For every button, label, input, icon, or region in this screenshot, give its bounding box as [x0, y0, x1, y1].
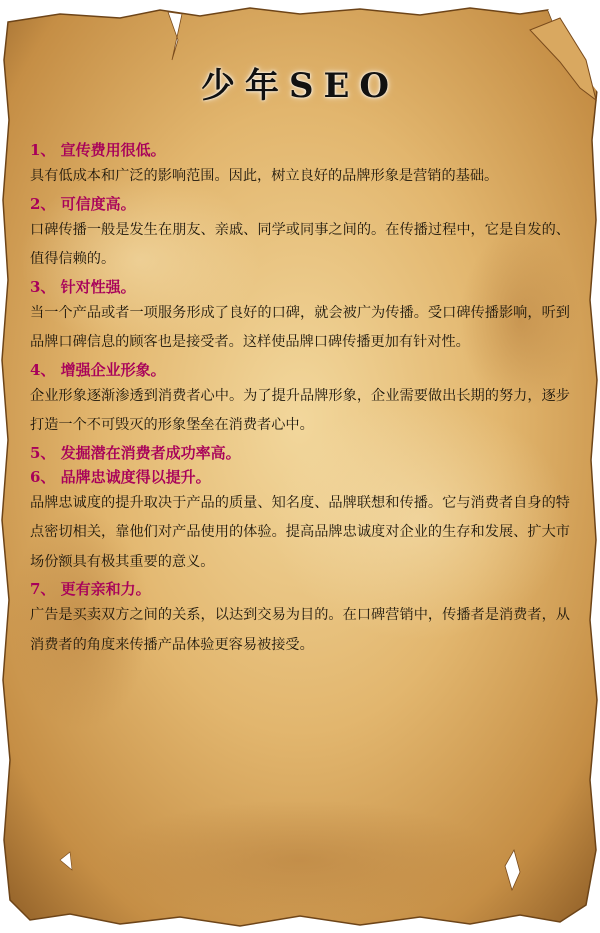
section-heading: 2、 可信度高。 [30, 194, 136, 213]
section-2 [30, 192, 570, 275]
page-title: 少年SEO [200, 66, 400, 106]
section-body: 企业形象逐渐渗透到消费者心中。为了提升品牌形象，企业需要做出长期的努力，逐步打造一个不可毁灭的形象堡垒在消费者心中。 [30, 387, 570, 433]
section-heading: 5、 发掘潜在消费者成功率高。 [30, 443, 241, 462]
section-3 [30, 275, 570, 358]
section-4 [30, 358, 570, 441]
section-body: 品牌忠诚度的提升取决于产品的质量、知名度、品牌联想和传播。它与消费者自身的特点密切相关，靠他们对产品使用的体验。提高品牌忠诚度对企业的生存和发展、扩大市场份额具有极其重要的意义。 [30, 494, 570, 570]
section-heading: 3、 针对性强。 [30, 277, 136, 296]
section-heading: 7、 更有亲和力。 [30, 580, 151, 598]
content-area [30, 138, 570, 660]
section-7 [30, 577, 570, 660]
section-body: 具有低成本和广泛的影响范围。因此，树立良好的品牌形象是营销的基础。 [30, 168, 499, 184]
section-1 [30, 138, 570, 192]
section-6 [30, 465, 570, 578]
section-body: 广告是买卖双方之间的关系，以达到交易为目的。在口碑营销中，传播者是消费者，从消费者的角度来传播产品体验更容易被接受。 [30, 607, 570, 653]
section-heading: 6、 品牌忠诚度得以提升。 [30, 467, 211, 486]
section-5 [30, 441, 570, 465]
section-body: 口碑传播一般是发生在朋友、亲戚、同学或同事之间的。在传播过程中，它是自发的、值得信赖的。 [30, 221, 570, 267]
section-heading: 1、 宣传费用很低。 [30, 141, 166, 159]
section-body: 当一个产品或者一项服务形成了良好的口碑，就会被广为传播。受口碑传播影响，听到品牌口碑信息的顾客也是接受者。这样使品牌口碑传播更加有针对性。 [30, 304, 570, 350]
section-heading: 4、 增强企业形象。 [30, 360, 166, 379]
